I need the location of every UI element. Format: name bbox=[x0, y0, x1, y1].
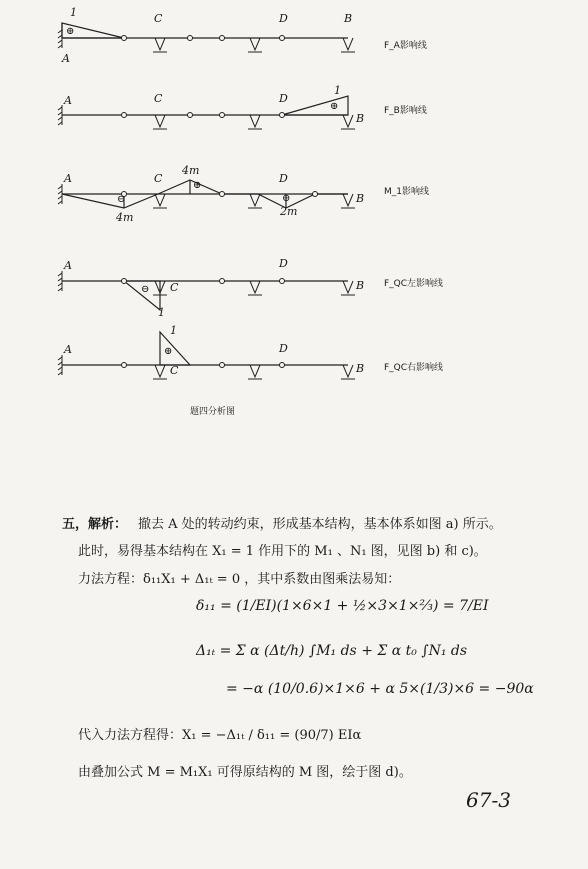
equation-deltat-result: = −α (10/0.6)×1×6 + α 5×(1/3)×6 = −90α bbox=[226, 681, 534, 697]
node-label-c: C bbox=[154, 172, 163, 185]
sign-label: ⊖ bbox=[117, 194, 126, 205]
node-label-a: A bbox=[64, 259, 72, 272]
node-label-a: A bbox=[64, 94, 72, 107]
node-label-b: B bbox=[356, 279, 365, 292]
node-label-b: B bbox=[344, 12, 353, 25]
node-label-a: A bbox=[64, 172, 72, 185]
value-label: 2m bbox=[280, 205, 298, 218]
node-label-b: B bbox=[356, 362, 365, 375]
diagram-caption: F_QC左影响线 bbox=[384, 279, 444, 289]
value-label: 1 bbox=[170, 324, 177, 337]
node-label-d: D bbox=[279, 172, 288, 185]
solution-line: 力法方程：δ₁₁X₁ + Δ₁ₜ = 0 ，其中系数由图乘法易知： bbox=[78, 572, 401, 587]
value-label: 4m bbox=[182, 164, 200, 177]
equation-delta11: δ₁₁ = (1/EI)(1×6×1 + ½×3×1×⅔) = 7/EI bbox=[196, 598, 489, 614]
sign-label: ⊕ bbox=[66, 26, 75, 37]
node-label-d: D bbox=[279, 257, 288, 270]
value-label: 4m bbox=[116, 211, 134, 224]
node-label-d: D bbox=[279, 92, 288, 105]
diagram-caption: F_B影响线 bbox=[384, 106, 427, 116]
node-label-b: B bbox=[356, 112, 365, 125]
diagram-caption: F_QC右影响线 bbox=[384, 363, 444, 373]
node-label-b: B bbox=[356, 192, 365, 205]
value-label: 1 bbox=[70, 6, 77, 19]
sign-label: ⊖ bbox=[282, 193, 291, 204]
page-number: 67-3 bbox=[466, 788, 511, 812]
sign-label: ⊕ bbox=[164, 346, 173, 357]
node-label-a: A bbox=[64, 343, 72, 356]
value-label: 1 bbox=[158, 306, 165, 319]
diagram-caption: F_A影响线 bbox=[384, 41, 427, 51]
solution-line: 此时，易得基本结构在 X₁ = 1 作用下的 M₁ 、N₁ 图，见图 b) 和 c)。 bbox=[78, 544, 487, 559]
node-label-c: C bbox=[170, 364, 179, 377]
sign-label: ⊕ bbox=[330, 101, 339, 112]
node-label-c: C bbox=[154, 92, 163, 105]
solution-line: 由叠加公式 M = M₁X₁ 可得原结构的 M 图，绘于图 d)。 bbox=[78, 765, 412, 780]
figure-caption: 题四分析图 bbox=[190, 407, 236, 417]
equation-deltat: Δ₁ₜ = Σ α (Δt/h) ∫M₁ ds + Σ α t₀ ∫N₁ ds bbox=[196, 643, 468, 659]
node-label-d: D bbox=[279, 12, 288, 25]
node-label-a: A bbox=[62, 52, 70, 65]
solution-line: 撤去 A 处的转动约束，形成基本结构，基本体系如图 a) 所示。 bbox=[138, 517, 502, 532]
solution-line: 代入力法方程得：X₁ = −Δ₁ₜ / δ₁₁ = (90/7) EIα bbox=[78, 728, 362, 743]
diagram-caption: M_1影响线 bbox=[384, 187, 429, 197]
sign-label: ⊕ bbox=[193, 180, 202, 191]
node-label-c: C bbox=[154, 12, 163, 25]
value-label: 1 bbox=[334, 84, 341, 97]
sign-label: ⊖ bbox=[141, 284, 150, 295]
node-label-c: C bbox=[170, 281, 179, 294]
solution-heading: 五，解析： bbox=[62, 517, 128, 532]
node-label-d: D bbox=[279, 342, 288, 355]
